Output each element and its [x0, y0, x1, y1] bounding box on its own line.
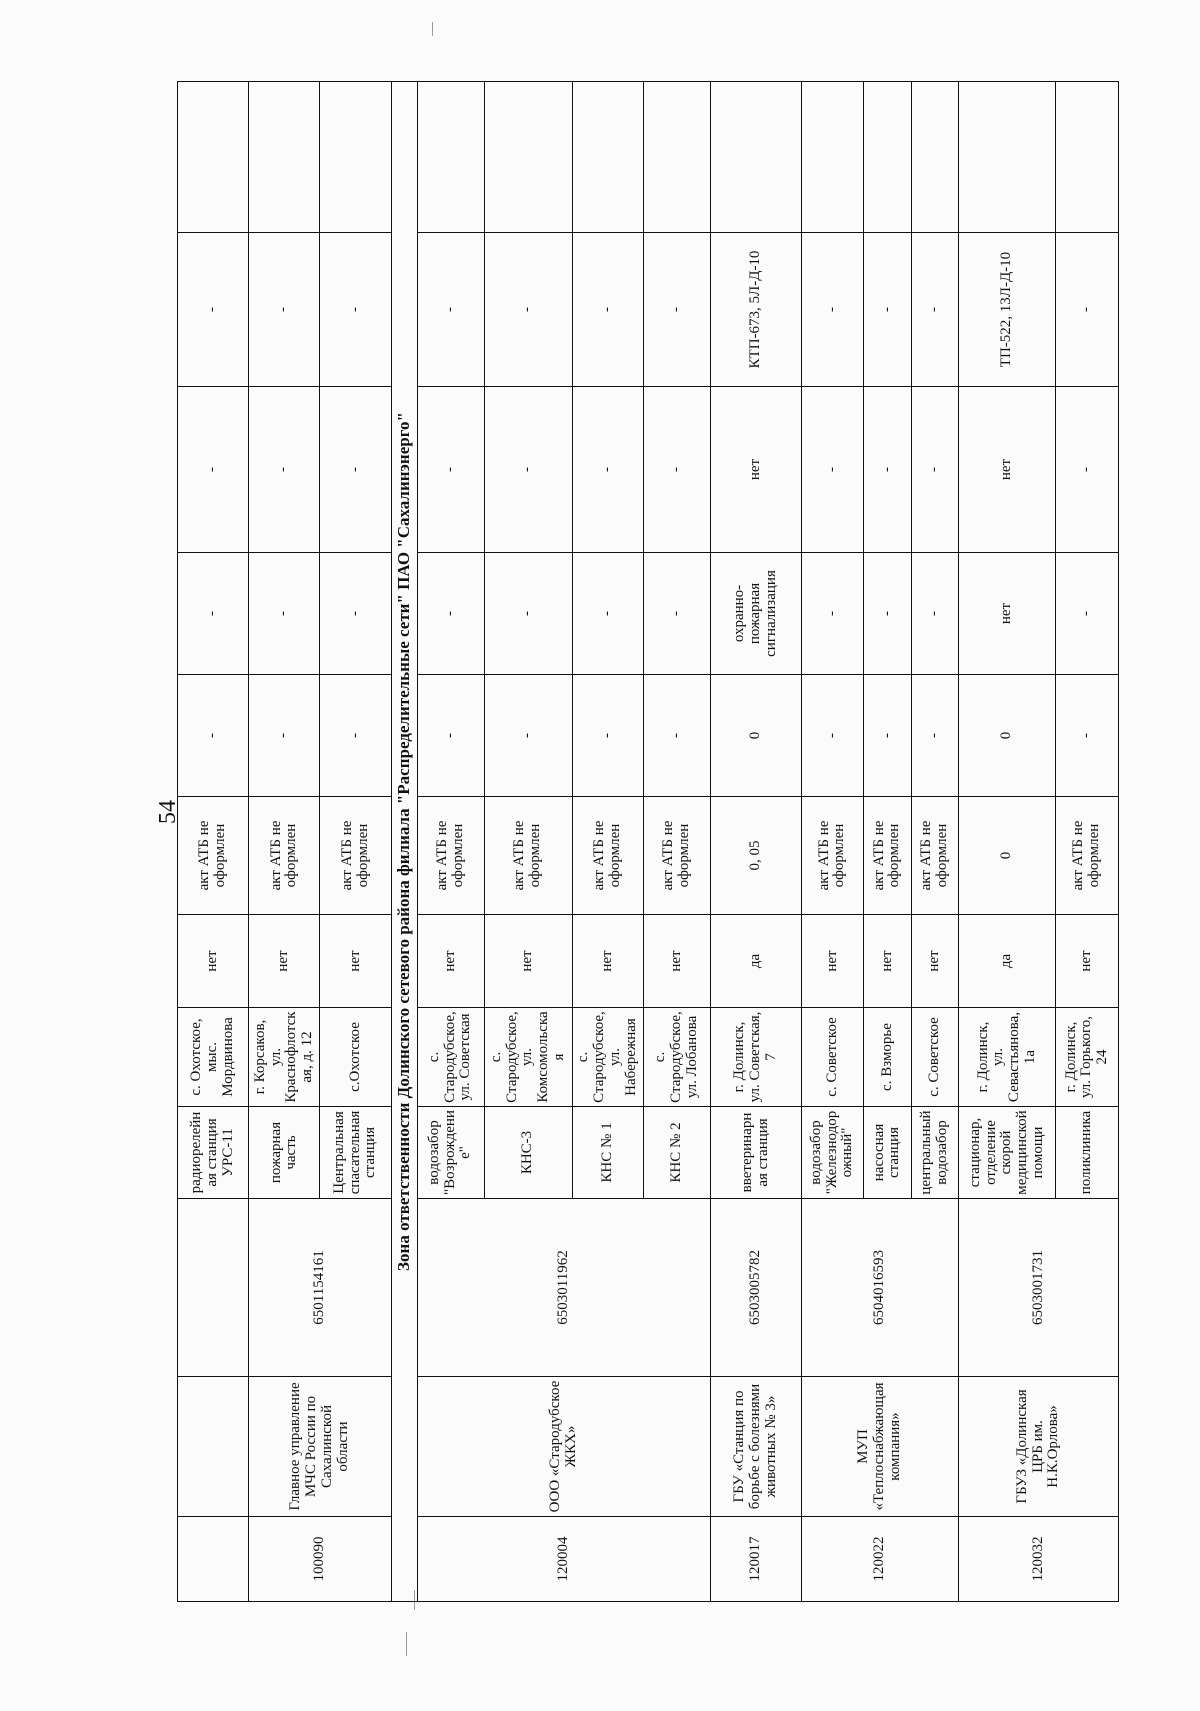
cell-col4: -: [249, 553, 320, 675]
cell-col1: да: [710, 915, 801, 1008]
cell-code: 100090: [249, 1517, 391, 1602]
table-row: [249, 82, 320, 1602]
cell-col5: -: [1056, 387, 1119, 553]
cell-object: КНС № 1: [572, 1107, 643, 1199]
cell-col7: [178, 82, 249, 233]
cell-col4: -: [911, 553, 958, 675]
cell-col5: -: [249, 387, 320, 553]
cell-col4: -: [320, 553, 391, 675]
cell-col3: -: [249, 675, 320, 797]
cell-col1: нет: [249, 915, 320, 1008]
cell-col6: -: [1056, 233, 1119, 387]
cell-organization: ООО «Стародубское ЖКХ»: [417, 1377, 710, 1517]
cell-object: стационар, отделение скорой медицинской помощи: [959, 1107, 1056, 1199]
cell-col4: нет: [959, 553, 1056, 675]
cell-col7: [249, 82, 320, 233]
cell-address: с.Охотское: [320, 1008, 391, 1107]
cell-col3: -: [911, 675, 958, 797]
cell-code: 120017: [710, 1517, 801, 1602]
cell-object: пожарная часть: [249, 1107, 320, 1199]
cell-col7: [417, 82, 484, 233]
cell-object: насосная станция: [864, 1107, 911, 1199]
cell-object: водозабор "Железнодорожный": [801, 1107, 864, 1199]
cell-col3: -: [572, 675, 643, 797]
cell-code: [178, 1517, 249, 1602]
cell-object: КНС № 2: [644, 1107, 711, 1199]
cell-col6: -: [178, 233, 249, 387]
cell-code: 120022: [801, 1517, 959, 1602]
cell-address: с. Взморье: [864, 1008, 911, 1107]
cell-col5: -: [864, 387, 911, 553]
cell-col2: акт АТБ не оформлен: [1056, 797, 1119, 915]
cell-object: водозабор "Возрождение": [417, 1107, 484, 1199]
zone-heading: Зона ответственности Долинского сетевого района филиала "Распределительные сети" ПАО "Сахалинэнерго": [391, 82, 417, 1602]
cell-col3: -: [1056, 675, 1119, 797]
cell-col5: -: [484, 387, 572, 553]
cell-address: г. Корсаков, ул. Краснофлотская, д. 12: [249, 1008, 320, 1107]
cell-col7: [320, 82, 391, 233]
cell-col4: -: [1056, 553, 1119, 675]
organizations-table: [177, 81, 1119, 1602]
cell-col2: акт АТБ не оформлен: [320, 797, 391, 915]
page-number: 54: [155, 800, 181, 824]
cell-col3: -: [644, 675, 711, 797]
cell-col1: нет: [178, 915, 249, 1008]
cell-col2: акт АТБ не оформлен: [864, 797, 911, 915]
cell-col3: 0: [710, 675, 801, 797]
cell-address: с. Стародубское, ул. Комсомольская: [484, 1008, 572, 1107]
cell-address: г. Долинск, ул. Советская, 7: [710, 1008, 801, 1107]
cell-col2: акт АТБ не оформлен: [801, 797, 864, 915]
table-row: [710, 82, 801, 1602]
cell-col1: нет: [911, 915, 958, 1008]
cell-col2: акт АТБ не оформлен: [644, 797, 711, 915]
cell-inn: 6504016593: [801, 1199, 959, 1377]
cell-col5: нет: [959, 387, 1056, 553]
cell-inn: 6503005782: [710, 1199, 801, 1377]
cell-inn: 6503011962: [417, 1199, 710, 1377]
scan-mark: [432, 22, 433, 36]
cell-col6: -: [911, 233, 958, 387]
cell-col7: [959, 82, 1056, 233]
cell-address: с. Советское: [801, 1008, 864, 1107]
cell-col7: [484, 82, 572, 233]
cell-organization: ГБУ «Станция по борьбе с болезнями животных № 3»: [710, 1377, 801, 1517]
cell-col3: -: [484, 675, 572, 797]
cell-col6: КТП-673, 5Л-Д-10: [710, 233, 801, 387]
cell-col2: акт АТБ не оформлен: [484, 797, 572, 915]
cell-address: г. Долинск, ул. Горького, 24: [1056, 1008, 1119, 1107]
cell-col5: -: [911, 387, 958, 553]
cell-col5: -: [644, 387, 711, 553]
cell-col1: нет: [644, 915, 711, 1008]
cell-col7: [864, 82, 911, 233]
cell-col6: -: [801, 233, 864, 387]
cell-col4: -: [572, 553, 643, 675]
cell-col7: [911, 82, 958, 233]
cell-address: с. Стародубское, ул. Советская: [417, 1008, 484, 1107]
document-table-frame: [177, 82, 1119, 1602]
cell-col3: -: [417, 675, 484, 797]
cell-object: центральный водозабор: [911, 1107, 958, 1199]
cell-col4: -: [644, 553, 711, 675]
cell-col6: -: [417, 233, 484, 387]
cell-object: вветеринарная станция: [710, 1107, 801, 1199]
table-row: [801, 82, 864, 1602]
cell-col7: [572, 82, 643, 233]
cell-col3: -: [320, 675, 391, 797]
cell-organization: ГБУЗ «Долинская ЦРБ им. Н.К.Орлова»: [959, 1377, 1119, 1517]
cell-inn: 6503001731: [959, 1199, 1119, 1377]
cell-col4: -: [801, 553, 864, 675]
cell-col7: [1056, 82, 1119, 233]
cell-col2: 0, 05: [710, 797, 801, 915]
cell-object: радиорелейная станция УРС-11: [178, 1107, 249, 1199]
cell-col1: нет: [572, 915, 643, 1008]
cell-col6: -: [572, 233, 643, 387]
cell-col1: нет: [417, 915, 484, 1008]
cell-col1: нет: [1056, 915, 1119, 1008]
cell-col5: -: [801, 387, 864, 553]
cell-col3: -: [801, 675, 864, 797]
cell-col7: [710, 82, 801, 233]
cell-col6: -: [249, 233, 320, 387]
cell-col3: 0: [959, 675, 1056, 797]
cell-col4: -: [484, 553, 572, 675]
cell-object: Центральная спасательная станция: [320, 1107, 391, 1199]
cell-col2: акт АТБ не оформлен: [249, 797, 320, 915]
cell-col5: нет: [710, 387, 801, 553]
cell-col6: -: [484, 233, 572, 387]
cell-col5: -: [178, 387, 249, 553]
cell-col3: -: [178, 675, 249, 797]
cell-inn: 6501154161: [249, 1199, 391, 1377]
table-rotator: [177, 82, 1119, 1602]
cell-col2: акт АТБ не оформлен: [572, 797, 643, 915]
cell-col7: [644, 82, 711, 233]
zone-row: [391, 82, 417, 1602]
cell-organization: Главное управление МЧС России по Сахалинской области: [249, 1377, 391, 1517]
cell-col1: нет: [320, 915, 391, 1008]
table-row: [178, 82, 249, 1602]
cell-col5: -: [417, 387, 484, 553]
cell-col6: ТП-522, 13Л-Д-10: [959, 233, 1056, 387]
cell-organization: [178, 1377, 249, 1517]
cell-col4: -: [864, 553, 911, 675]
cell-col5: -: [572, 387, 643, 553]
table-row: [959, 82, 1056, 1602]
cell-col2: акт АТБ не оформлен: [911, 797, 958, 915]
cell-address: с. Советское: [911, 1008, 958, 1107]
cell-col2: акт АТБ не оформлен: [417, 797, 484, 915]
cell-col6: -: [320, 233, 391, 387]
scan-mark: [406, 1632, 407, 1656]
cell-address: с. Охотское, мыс. Мордвинова: [178, 1008, 249, 1107]
cell-col1: нет: [864, 915, 911, 1008]
cell-col1: нет: [801, 915, 864, 1008]
cell-col7: [801, 82, 864, 233]
cell-object: КНС-3: [484, 1107, 572, 1199]
cell-col2: 0: [959, 797, 1056, 915]
cell-inn: [178, 1199, 249, 1377]
cell-organization: МУП «Теплоснабжающая компания»: [801, 1377, 959, 1517]
cell-col1: да: [959, 915, 1056, 1008]
cell-col2: акт АТБ не оформлен: [178, 797, 249, 915]
cell-address: с. Стародубское, ул. Лобанова: [644, 1008, 711, 1107]
cell-col3: -: [864, 675, 911, 797]
cell-col1: нет: [484, 915, 572, 1008]
cell-col4: охранно-пожарная сигнализация: [710, 553, 801, 675]
cell-address: г. Долинск, ул. Севастьянова, 1а: [959, 1008, 1056, 1107]
cell-code: 120032: [959, 1517, 1119, 1602]
cell-code: 120004: [417, 1517, 710, 1602]
cell-address: с. Стародубское, ул. Набережная: [572, 1008, 643, 1107]
table-row: [417, 82, 484, 1602]
cell-object: поликлиника: [1056, 1107, 1119, 1199]
cell-col6: -: [644, 233, 711, 387]
cell-col6: -: [864, 233, 911, 387]
cell-col4: -: [417, 553, 484, 675]
cell-col5: -: [320, 387, 391, 553]
cell-col4: -: [178, 553, 249, 675]
